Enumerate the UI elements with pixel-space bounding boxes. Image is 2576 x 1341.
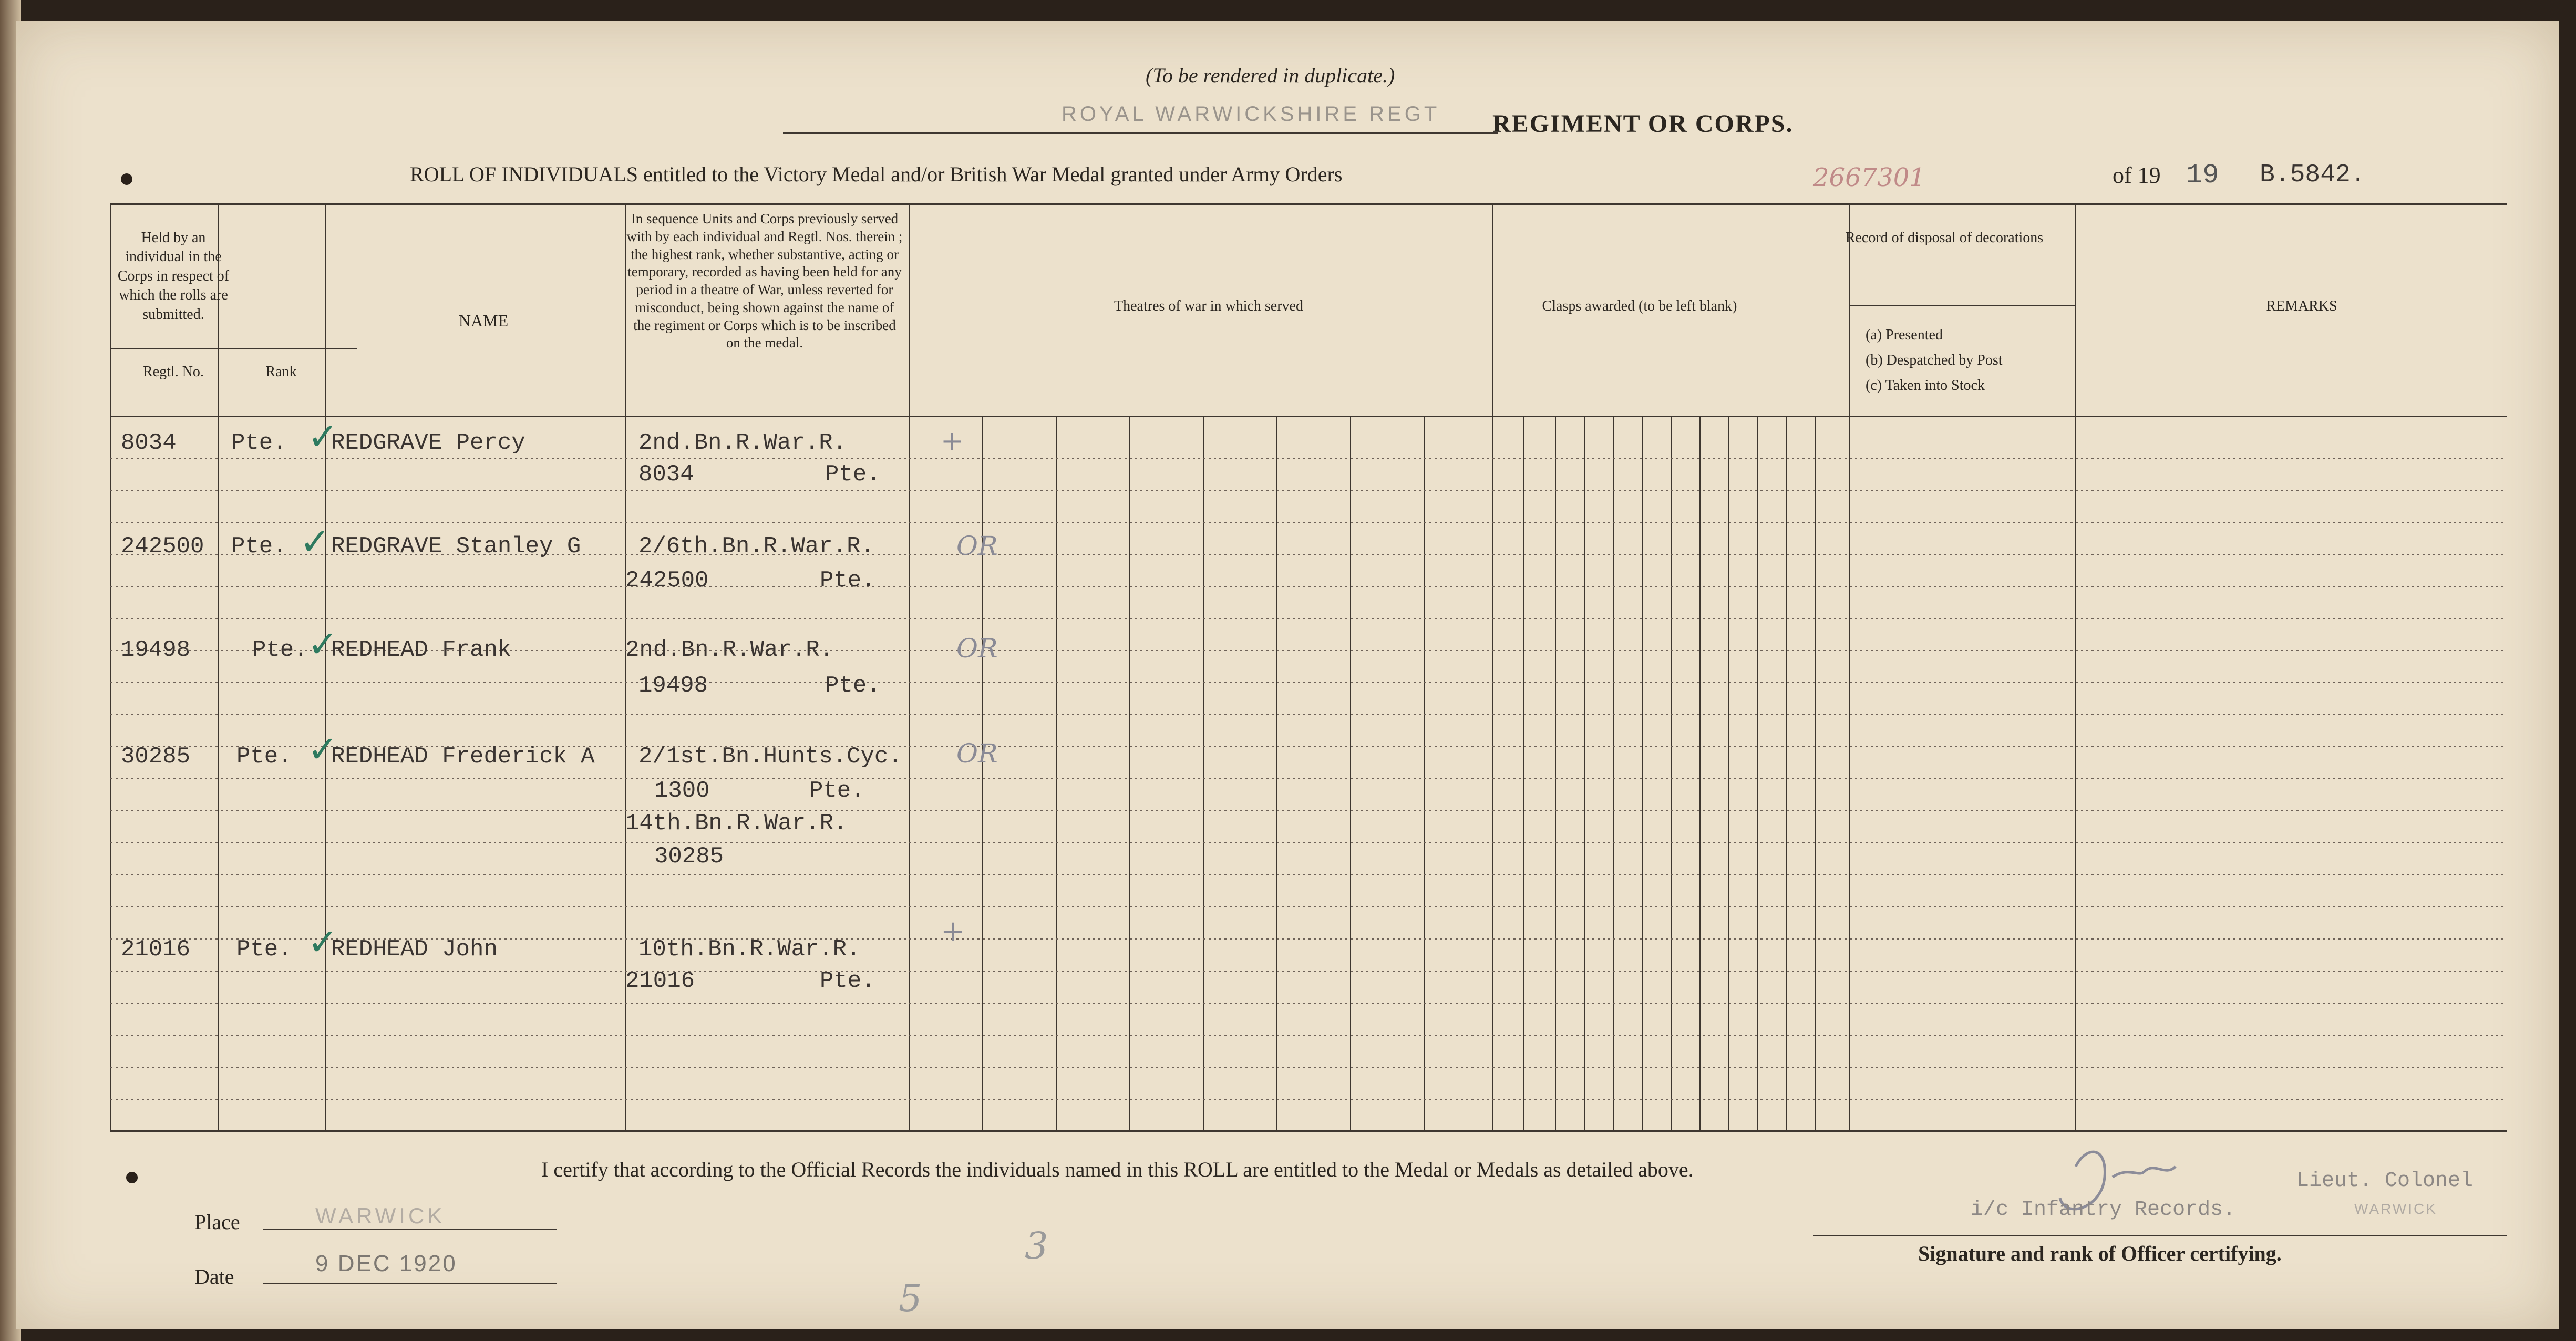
- regtl-no: 30285: [121, 744, 191, 770]
- unit-line: 10th.Bn.R.War.R.: [638, 936, 861, 963]
- name-header: NAME: [458, 311, 509, 330]
- unit-number: 8034: [638, 461, 694, 488]
- date-stamp: 9 DEC 1920: [315, 1251, 457, 1276]
- unit-rank: Pte.: [809, 778, 865, 804]
- book-ref: B.5842.: [2260, 161, 2366, 189]
- of-label: of 19: [2113, 162, 2161, 188]
- theatres-header: Theatres of war in which served: [1114, 298, 1303, 314]
- unit-line: 2/1st.Bn.Hunts.Cyc.: [638, 744, 902, 770]
- officer-place-stamp: WARWICK: [2354, 1201, 2437, 1217]
- date-label: Date: [194, 1265, 234, 1288]
- regtl-no: 21016: [121, 936, 191, 963]
- unit-number-2: 30285: [654, 843, 724, 870]
- clasps-header: Clasps awarded (to be left blank): [1542, 298, 1737, 314]
- held-by-header: Held by an individual in the Corps in respect of which the rolls are submitted.: [117, 230, 230, 323]
- regtl-no: 242500: [121, 533, 204, 560]
- order-ref: 2667301: [1813, 163, 1925, 192]
- unit-line: 2nd.Bn.R.War.R.: [638, 430, 847, 456]
- officer-signature: [16, 21, 2559, 1329]
- margin-note: 3: [1025, 1224, 1048, 1267]
- regtl-no-header: Regtl. No.: [143, 364, 204, 380]
- place-stamp: WARWICK: [315, 1203, 446, 1228]
- certification-text: I certify that according to the Official Records the individuals named in this ROLL are entitled to the Medal or Medals as detailed above.: [541, 1158, 1694, 1181]
- disposal-despatched: (b) Despatched by Post: [1866, 352, 2003, 368]
- rank: Pte.: [231, 430, 287, 456]
- unit-line-2: 14th.Bn.R.War.R.: [625, 810, 848, 837]
- duplicate-note: (To be rendered in duplicate.): [1146, 64, 1395, 87]
- theatre-mark: +: [941, 914, 965, 948]
- disposal-presented: (a) Presented: [1866, 327, 1943, 343]
- officer-office: i/c Infantry Records.: [1971, 1198, 2236, 1222]
- regtl-no: 8034: [121, 430, 177, 456]
- check-tick-icon: ✓: [307, 415, 338, 458]
- theatre-mark: OR: [956, 531, 998, 561]
- regiment-stamp: ROYAL WARWICKSHIRE REGT: [1062, 102, 1440, 126]
- unit-number: 21016: [625, 968, 695, 994]
- check-tick-icon: ✓: [307, 623, 338, 666]
- unit-rank: Pte.: [825, 673, 881, 699]
- unit-number: 1300: [654, 778, 710, 804]
- check-tick-icon: ✓: [307, 728, 338, 771]
- rank-header: Rank: [265, 364, 297, 380]
- year-suffix: 19: [2186, 160, 2219, 191]
- name: REDHEAD Frederick A: [331, 744, 595, 770]
- rank: Pte.: [236, 936, 292, 963]
- rank: Pte.: [252, 637, 308, 663]
- name: REDHEAD Frank: [331, 637, 512, 663]
- name: REDHEAD John: [331, 936, 498, 963]
- roll-page: [16, 21, 2559, 1329]
- disposal-stock: (c) Taken into Stock: [1866, 377, 1985, 394]
- signature-label: Signature and rank of Officer certifying.: [1918, 1242, 2282, 1265]
- name: REDGRAVE Stanley G: [331, 533, 581, 560]
- unit-rank: Pte.: [825, 461, 881, 488]
- place-label: Place: [194, 1210, 240, 1234]
- unit-rank: Pte.: [820, 568, 875, 594]
- name: REDGRAVE Percy: [331, 430, 525, 456]
- rank: Pte.: [231, 533, 287, 560]
- theatre-mark: OR: [956, 738, 998, 769]
- theatre-mark: +: [941, 426, 964, 457]
- unit-number: 19498: [638, 673, 708, 699]
- unit-line: 2/6th.Bn.R.War.R.: [638, 533, 874, 560]
- rank: Pte.: [236, 744, 292, 770]
- regiment-label: REGIMENT OR CORPS.: [1492, 110, 1794, 138]
- remarks-header: REMARKS: [2266, 298, 2337, 314]
- sequence-header: In sequence Units and Corps previously served with by each individual and Regtl. Nos. therein ; the highest rank, whether substantive, acting or temporary, recorded as having been held for any period in a theatre of War, unless reverted for misconduct, being shown against the name of the regiment or Corps which is to be inscribed on the medal.: [626, 211, 903, 351]
- signature-underline: [1813, 1235, 2507, 1236]
- disposal-header: Record of disposal of decorations: [1845, 230, 2044, 246]
- roll-title: ROLL OF INDIVIDUALS entitled to the Victory Medal and/or British War Medal granted under Army Orders: [410, 162, 1343, 186]
- regtl-no: 19498: [121, 637, 191, 663]
- check-tick-icon: ✓: [307, 921, 338, 964]
- officer-rank: Lieut. Colonel: [2296, 1169, 2474, 1193]
- unit-line: 2nd.Bn.R.War.R.: [625, 637, 834, 663]
- theatre-mark: OR: [956, 633, 998, 664]
- check-tick-icon: ✓: [300, 520, 331, 563]
- unit-number: 242500: [625, 568, 709, 594]
- unit-rank: Pte.: [820, 968, 875, 994]
- margin-note: 5: [899, 1277, 922, 1320]
